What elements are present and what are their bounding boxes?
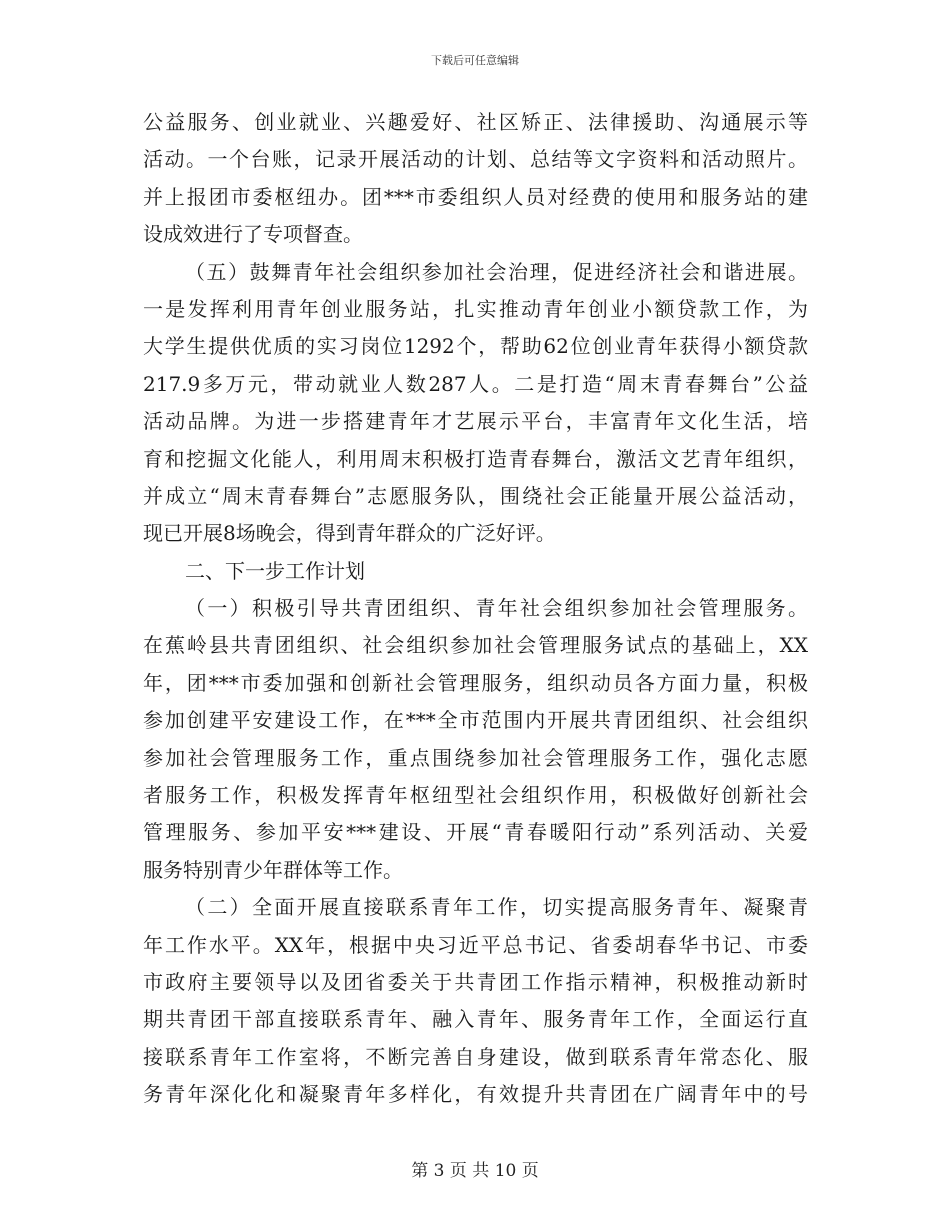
text-line: 二、下一步工作计划 <box>185 558 365 583</box>
text-line: 接联系青年工作室将，不断完善自身建设，做到联系青年常态化、服 <box>143 1044 808 1069</box>
text-line: 务青年深化化和凝聚青年多样化，有效提升共青团在广阔青年中的号 <box>143 1082 808 1107</box>
text-line: 期共青团干部直接联系青年、融入青年、服务青年工作，全面运行直 <box>143 1007 808 1032</box>
text-line: 并上报团市委枢纽办。团***市委组织人员对经费的使用和服务站的建 <box>143 184 808 209</box>
document-body <box>143 104 808 1114</box>
text-line: （五）鼓舞青年社会组织参加社会治理，促进经济社会和谐进展。 <box>185 259 808 284</box>
text-line: （二）全面开展直接联系青年工作，切实提高服务青年、凝聚青 <box>185 895 808 920</box>
page-number-footer: 第 3 页 共 10 页 <box>411 1161 539 1181</box>
text-line: 并成立“周末青春舞台”志愿服务队，围绕社会正能量开展公益活动， <box>143 483 808 508</box>
text-line: 一是发挥利用青年创业服务站，扎实推动青年创业小额贷款工作，为 <box>143 296 808 321</box>
page-header-note: 下载后可任意编辑 <box>431 54 519 67</box>
text-line: 参加创建平安建设工作，在***全市范围内开展共青团组织、社会组织 <box>143 708 808 733</box>
text-line: 者服务工作，积极发挥青年枢纽型社会组织作用，积极做好创新社会 <box>143 783 808 808</box>
text-line: 设成效进行了专项督查。 <box>143 222 363 247</box>
text-line: 217.9多万元，带动就业人数287人。二是打造“周末青春舞台”公益 <box>143 371 808 396</box>
text-line: 活动品牌。为进一步搭建青年才艺展示平台，丰富青年文化生活，培 <box>143 409 808 434</box>
text-line: 大学生提供优质的实习岗位1292个，帮助62位创业青年获得小额贷款 <box>143 334 808 359</box>
text-line: 年，团***市委加强和创新社会管理服务，组织动员各方面力量，积极 <box>143 670 808 695</box>
text-line: （一）积极引导共青团组织、青年社会组织参加社会管理服务。 <box>185 596 808 621</box>
text-line: 参加社会管理服务工作，重点围绕参加社会管理服务工作，强化志愿 <box>143 745 808 770</box>
text-line: 现已开展8场晚会，得到青年群众的广泛好评。 <box>143 521 556 546</box>
text-line: 服务特别青少年群体等工作。 <box>143 857 403 882</box>
text-line: 活动。一个台账，记录开展活动的计划、总结等文字资料和活动照片。 <box>143 147 808 172</box>
text-line: 在蕉岭县共青团组织、社会组织参加社会管理服务试点的基础上，XX <box>143 633 808 658</box>
text-line: 育和挖掘文化能人，利用周末积极打造青春舞台，激活文艺青年组织， <box>143 446 808 471</box>
text-line: 管理服务、参加平安***建设、开展“青春暖阳行动”系列活动、关爱 <box>143 820 808 845</box>
text-line: 年工作水平。XX年，根据中央习近平总书记、省委胡春华书记、市委 <box>143 932 808 957</box>
text-line: 市政府主要领导以及团省委关于共青团工作指示精神，积极推动新时 <box>143 969 808 994</box>
text-line: 公益服务、创业就业、兴趣爱好、社区矫正、法律援助、沟通展示等 <box>143 110 808 134</box>
